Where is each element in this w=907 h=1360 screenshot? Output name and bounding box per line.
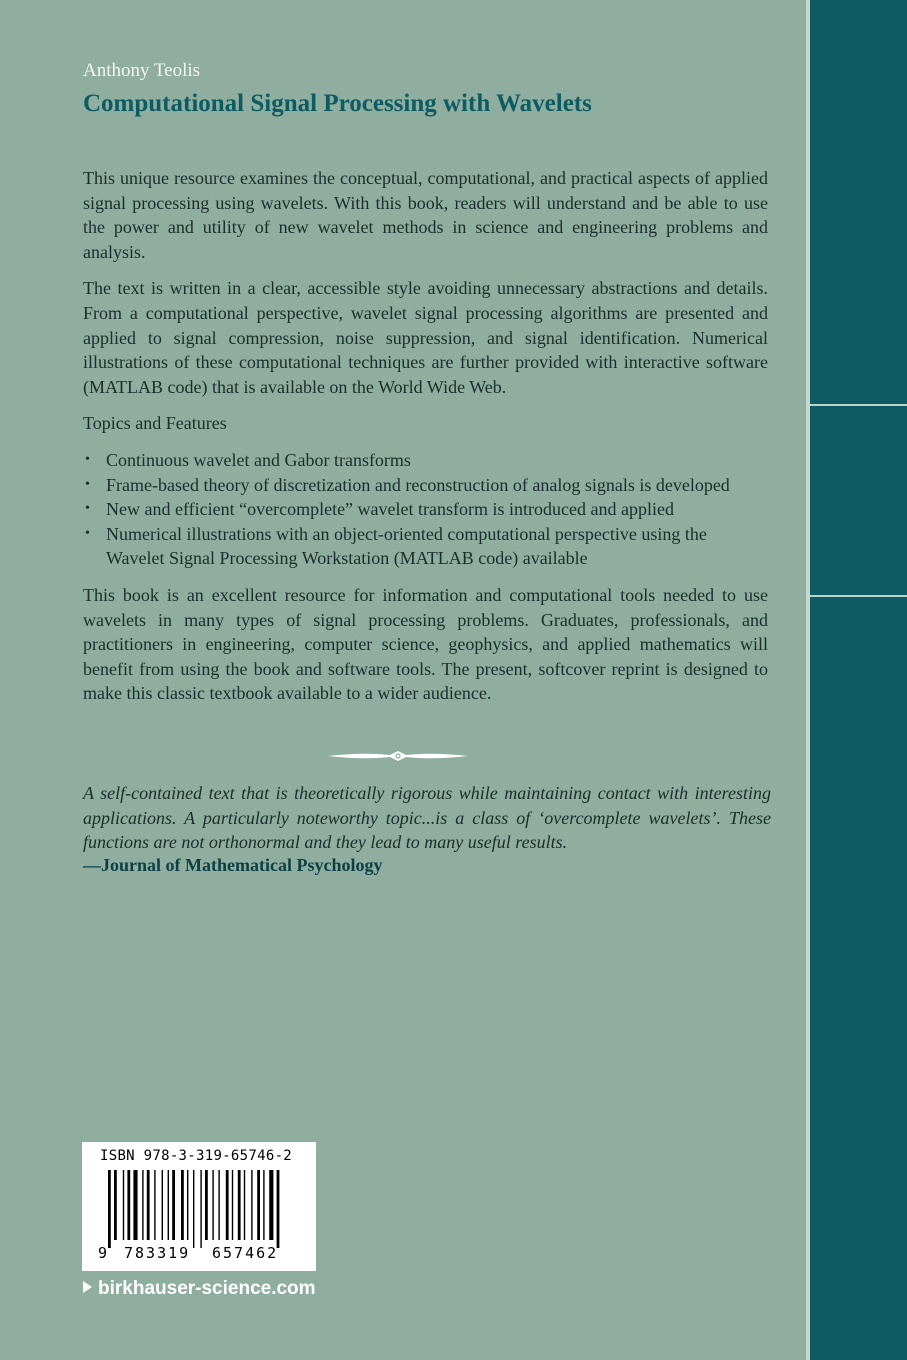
spine (810, 0, 907, 1360)
isbn-label: ISBN 978-3-319-65746-2 (100, 1148, 293, 1164)
barcode-bar (212, 1170, 213, 1240)
barcode-bar (232, 1170, 233, 1240)
barcode-bar (218, 1170, 219, 1240)
barcode-bar (193, 1170, 194, 1248)
barcode-bar (114, 1170, 117, 1240)
paragraph: This unique resource examines the conceptual, computational, and practical aspects of applied signal processing using wavelets. With this book, readers will understand and be able to use the power and utility of new wavelet methods in science and engineering problems and analysis. (83, 168, 768, 262)
barcode-bar (269, 1170, 273, 1240)
list-item: • New and efficient “overcomplete” wavelet transform is introduced and applied (83, 497, 768, 522)
publisher-link[interactable] (83, 1278, 316, 1300)
review-quote: A self-contained text that is theoretically rigorous while maintaining contact with interesting applications. A particularly noteworthy topic...is a class of ‘overcomplete wavelets’. These functions are not orthonormal and they lead to many useful results. (83, 783, 771, 853)
barcode-bar (200, 1170, 201, 1248)
list-item: • Numerical illustrations with an object-oriented computational perspective using the Wavelet Signal Processing Workstation (MATLAB code) available (83, 522, 768, 571)
book-title: Computational Signal Processing with Wavelets (83, 90, 592, 117)
topics-heading: Topics and Features (83, 413, 227, 434)
isbn-barcode (82, 1142, 316, 1271)
barcode-bar (238, 1170, 241, 1240)
ornament-divider (328, 748, 468, 764)
barcode-bar (244, 1170, 245, 1240)
paragraph: The text is written in a clear, accessible style avoiding unnecessary abstractions and details. From a computational perspective, wavelet signal processing algorithms are presented and applied to signal compression, noise suppression, and signal identification. Numerical illustrations of these computational techniques are further provided with interactive software (MATLAB code) that is available on the World Wide Web. (83, 278, 768, 397)
barcode-icon (94, 1168, 308, 1262)
publisher-url: birkhauser-science.com (98, 1278, 316, 1299)
arrow-right-icon (83, 1281, 92, 1293)
barcode-digits: 783319 (124, 1244, 191, 1262)
list-item: • Frame-based theory of discretization and reconstruction of analog signals is developed (83, 473, 768, 498)
barcode-bar (108, 1170, 111, 1248)
closing-paragraph: This book is an excellent resource for information and computational tools needed to use wavelets in many types of signal processing problems. Graduates, professionals, and practitioners in engineering, computer science, geophysics, and applied mathematics will benefit from using the book and software tools. The present, softcover reprint is designed to make this classic textbook available to a wider audience. (83, 584, 768, 704)
barcode-bar (142, 1170, 143, 1240)
barcode-bar (127, 1170, 130, 1240)
author-name: Anthony Teolis (83, 60, 201, 81)
barcode-bar (226, 1170, 229, 1240)
quote-source: —Journal of Mathematical Psychology (83, 855, 383, 875)
barcode-bar (154, 1170, 155, 1240)
barcode-bar (205, 1170, 208, 1240)
barcode-bar (147, 1170, 150, 1240)
description (83, 166, 768, 718)
list-item: • Continuous wavelet and Gabor transforms (83, 448, 768, 473)
barcode-bar (277, 1170, 280, 1248)
spine-band (810, 404, 907, 406)
barcode-bar (123, 1170, 124, 1240)
barcode-bar (257, 1170, 260, 1240)
barcode-bar (168, 1170, 169, 1240)
barcode-bar (162, 1170, 163, 1240)
barcode-bar (133, 1170, 137, 1240)
barcode-bar (187, 1170, 188, 1240)
barcode-bar (181, 1170, 184, 1240)
barcode-digits: 657462 (212, 1244, 279, 1262)
barcode-bar (263, 1170, 264, 1240)
topics-list (83, 448, 768, 571)
barcode-bar (251, 1170, 252, 1240)
barcode-bar (172, 1170, 175, 1240)
barcode-digits: 9 (98, 1244, 110, 1262)
spine-band (810, 595, 907, 597)
